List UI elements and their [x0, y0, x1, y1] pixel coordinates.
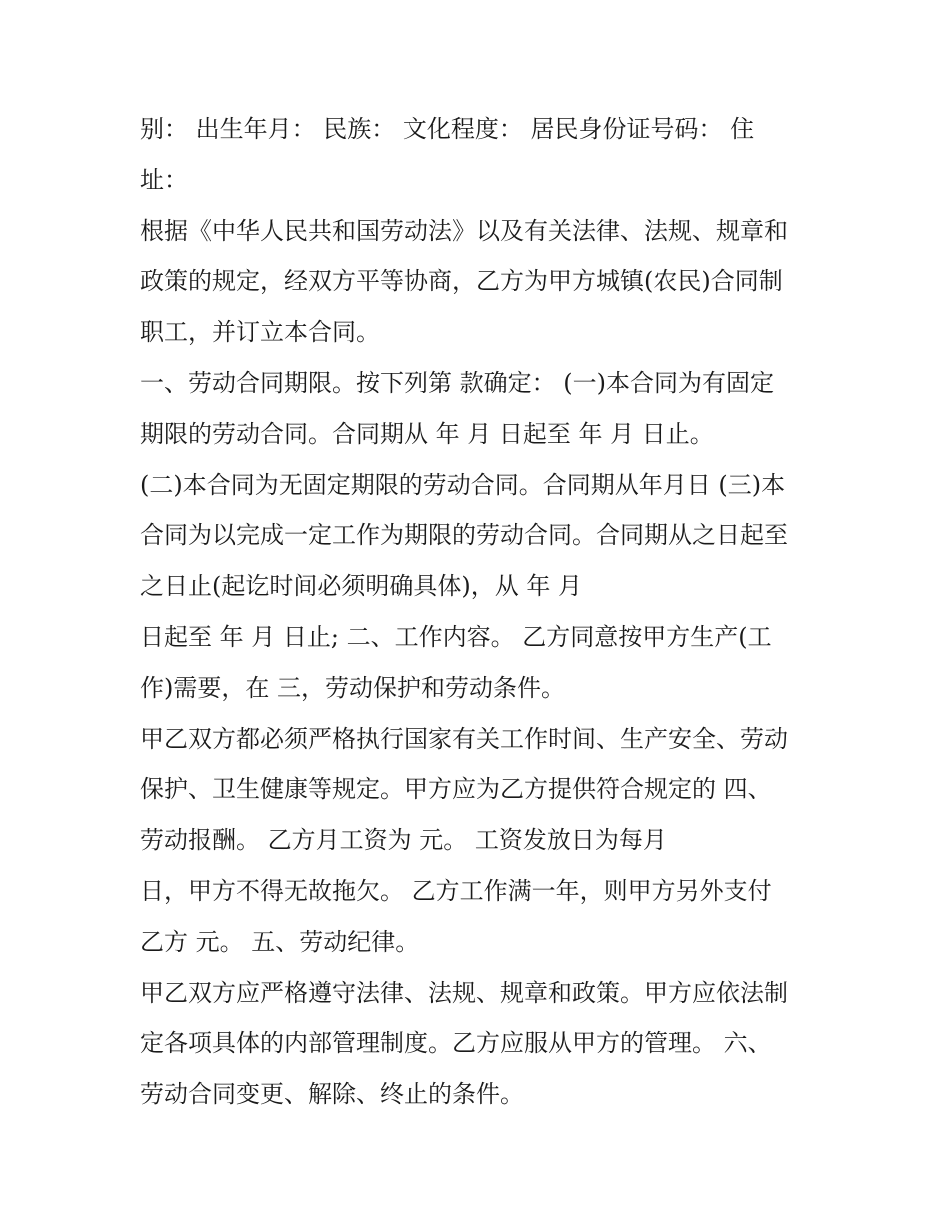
text-line: 之日止(起讫时间必须明确具体)，从 年 月: [140, 572, 582, 601]
text-line: 劳动报酬。 乙方月工资为 元。 工资发放日为每月: [140, 826, 667, 855]
text-line: 保护、卫生健康等规定。甲方应为乙方提供符合规定的 四、: [140, 775, 772, 804]
text-line: 乙方 元。 五、劳动纪律。: [140, 927, 420, 956]
document-body: [140, 104, 830, 1120]
text-line: 合同为以完成一定工作为期限的劳动合同。合同期从之日起至: [140, 521, 788, 550]
text-line: 日，甲方不得无故拖欠。 乙方工作满一年，则甲方另外支付: [140, 876, 772, 905]
text-line: 作)需要，在 三，劳动保护和劳动条件。: [140, 673, 565, 702]
text-line: 根据《中华人民共和国劳动法》以及有关法律、法规、规章和: [140, 216, 788, 245]
text-line: 政策的规定，经双方平等协商，乙方为甲方城镇(农民)合同制: [140, 267, 783, 296]
text-line: 甲乙双方都必须严格执行国家有关工作时间、生产安全、劳动: [140, 724, 788, 753]
text-line: 日起至 年 月 日止; 二、工作内容。 乙方同意按甲方生产(工: [140, 622, 772, 651]
text-line: (二)本合同为无固定期限的劳动合同。合同期从年月日 (三)本: [140, 470, 786, 499]
text-line: 一、劳动合同期限。按下列第 款确定： (一)本合同为有固定: [140, 368, 774, 397]
text-line: 址：: [140, 165, 188, 194]
text-line: 别： 出生年月： 民族： 文化程度： 居民身份证号码： 住: [140, 115, 755, 143]
text-line: 期限的劳动合同。合同期从 年 月 日起至 年 月 日止。: [140, 419, 714, 448]
text-line: 劳动合同变更、解除、终止的条件。: [140, 1080, 524, 1109]
text-line: 甲乙双方应严格遵守法律、法规、规章和政策。甲方应依法制: [140, 978, 788, 1007]
text-line: 职工，并订立本合同。: [140, 318, 380, 347]
text-line: 定各项具体的内部管理制度。乙方应服从甲方的管理。 六、: [140, 1029, 772, 1058]
